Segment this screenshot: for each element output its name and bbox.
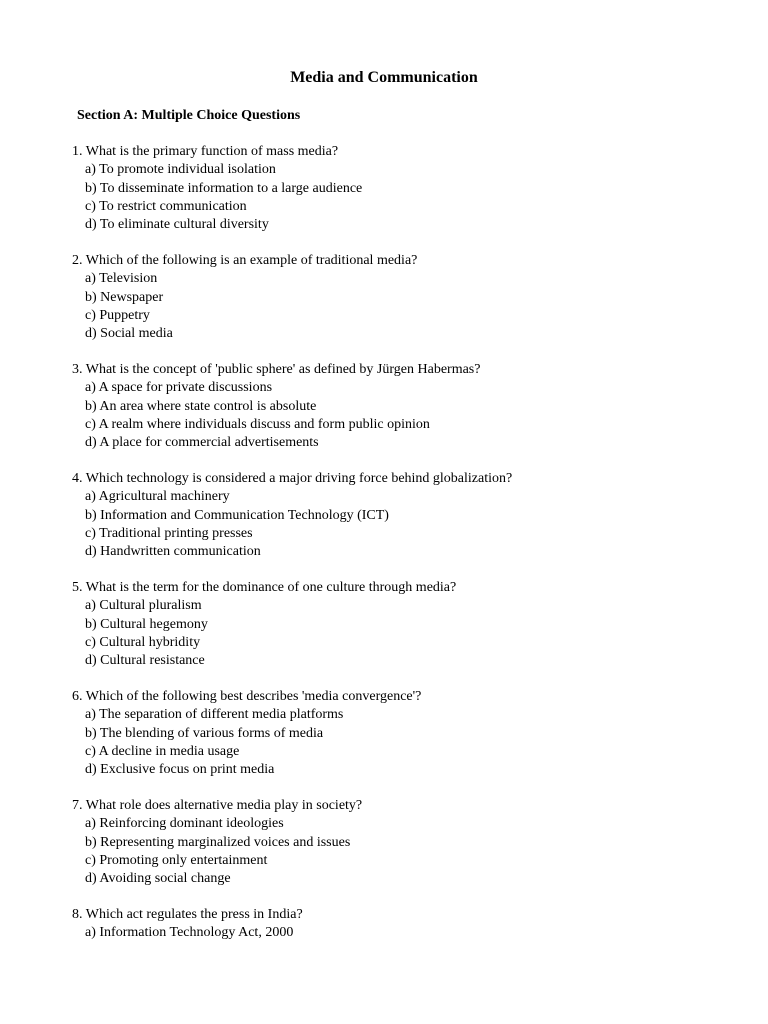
answer-option: d) To eliminate cultural diversity — [85, 217, 269, 233]
answer-option: d) A place for commercial advertisements — [85, 435, 319, 451]
page-title: Media and Communication — [290, 69, 478, 86]
option-list — [72, 815, 732, 888]
question-item — [72, 252, 732, 343]
section-heading: Section A: Multiple Choice Questions — [77, 108, 301, 123]
answer-option: d) Avoiding social change — [85, 871, 231, 887]
answer-option: c) A decline in media usage — [85, 743, 240, 759]
answer-option: a) Agricultural machinery — [85, 489, 230, 505]
option-list — [72, 270, 732, 343]
question-text: 5. What is the term for the dominance of one culture through media? — [72, 579, 457, 595]
answer-option: d) Cultural resistance — [85, 653, 205, 669]
answer-option: b) Information and Communication Technology (ICT) — [85, 507, 389, 523]
option-list — [72, 597, 732, 670]
answer-option: a) Reinforcing dominant ideologies — [85, 816, 284, 832]
answer-option: c) Cultural hybridity — [85, 634, 201, 650]
answer-option: c) Puppetry — [85, 307, 150, 323]
answer-option: b) Newspaper — [85, 289, 164, 305]
answer-option: a) Cultural pluralism — [85, 598, 202, 614]
answer-option: a) A space for private discussions — [85, 380, 273, 396]
answer-option: c) Traditional printing presses — [85, 525, 253, 541]
question-text: 2. Which of the following is an example of traditional media? — [72, 252, 418, 268]
answer-option: d) Exclusive focus on print media — [85, 762, 275, 778]
answer-option: a) Information Technology Act, 2000 — [85, 925, 294, 941]
question-item — [72, 906, 732, 943]
option-list — [72, 488, 732, 561]
answer-option: a) Television — [85, 271, 158, 287]
question-item — [72, 579, 732, 670]
option-list — [72, 706, 732, 779]
question-text: 1. What is the primary function of mass media? — [72, 144, 339, 159]
option-list — [72, 379, 732, 452]
question-item — [72, 470, 732, 561]
answer-option: a) To promote individual isolation — [85, 162, 276, 178]
answer-option: d) Handwritten communication — [85, 544, 261, 560]
answer-option: b) Representing marginalized voices and issues — [85, 834, 351, 850]
answer-option: c) Promoting only entertainment — [85, 852, 268, 868]
question-item — [72, 143, 732, 234]
answer-option: b) An area where state control is absolute — [85, 398, 317, 414]
option-list — [72, 161, 732, 234]
answer-option: c) A realm where individuals discuss and form public opinion — [85, 416, 430, 432]
question-text: 8. Which act regulates the press in India? — [72, 906, 303, 922]
question-text: 7. What role does alternative media play in society? — [72, 797, 363, 813]
answer-option: c) To restrict communication — [85, 198, 247, 214]
answer-option: b) Cultural hegemony — [85, 616, 208, 632]
question-item — [72, 797, 732, 888]
answer-option: a) The separation of different media platforms — [85, 707, 344, 723]
question-item — [72, 361, 732, 452]
answer-option: b) To disseminate information to a large audience — [85, 180, 363, 196]
answer-option: b) The blending of various forms of media — [85, 725, 324, 741]
question-text: 3. What is the concept of 'public sphere' as defined by Jürgen Habermas? — [72, 361, 481, 377]
question-list — [72, 143, 732, 960]
question-text: 6. Which of the following best describes 'media convergence'? — [72, 688, 422, 704]
question-text: 4. Which technology is considered a major driving force behind globalization? — [72, 470, 513, 486]
answer-option: d) Social media — [85, 326, 173, 342]
option-list — [72, 924, 732, 942]
question-item — [72, 688, 732, 779]
